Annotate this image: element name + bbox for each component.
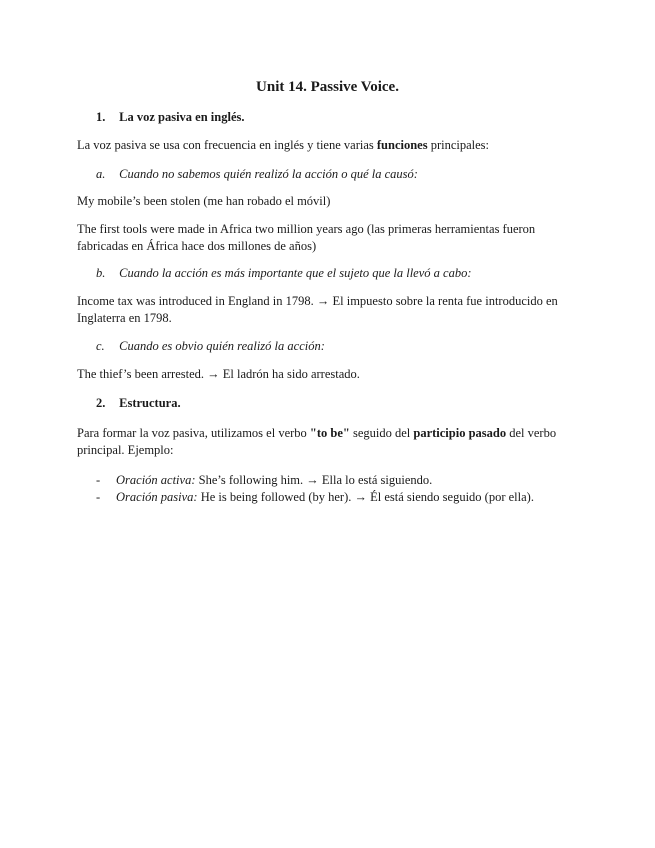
item-c [96, 338, 325, 355]
intro2-bold-1: "to be" [309, 426, 350, 440]
example-b: Income tax was introduced in England in 1798. → El impuesto sobre la renta fue introducido en Inglaterra en 1798. [77, 294, 558, 325]
item-c-letter: c. [96, 339, 105, 353]
item-b-letter: b. [96, 266, 106, 280]
section-1-heading [96, 109, 245, 126]
item-b [96, 265, 472, 282]
section-1-number: 1. [96, 110, 106, 124]
item-b-text: Cuando la acción es más importante que el sujeto que la llevó a cabo: [119, 266, 472, 280]
section-1-title: La voz pasiva en inglés. [119, 110, 245, 124]
bullet-dash: - [96, 490, 101, 504]
intro-text-end: principales: [427, 138, 490, 152]
section-1-intro [77, 137, 577, 154]
item-a [96, 166, 418, 183]
item-a-letter: a. [96, 167, 106, 181]
item-a-text: Cuando no sabemos quién realizó la acción o qué la causó: [119, 167, 418, 181]
bullet-item [96, 472, 432, 489]
bullet-text: He is being followed (by her). → Él está siendo seguido (por ella). [197, 490, 534, 504]
example-a2: The first tools were made in Africa two million years ago (las primeras herramientas fueron fabricadas en África hace dos millones de años) [77, 222, 536, 253]
example-c: The thief’s been arrested. → El ladrón ha sido arrestado. [77, 367, 360, 381]
example-a1: My mobile’s been stolen (me han robado el móvil) [77, 194, 331, 208]
item-c-text: Cuando es obvio quién realizó la acción: [119, 339, 325, 353]
section-2-heading [96, 395, 181, 412]
intro-text: La voz pasiva se usa con frecuencia en inglés y tiene varias [77, 138, 377, 152]
intro2-bold-2: participio pasado [413, 426, 507, 440]
bullet-label: Oración pasiva: [116, 490, 198, 504]
section-2-number: 2. [96, 396, 106, 410]
bullet-item [96, 489, 534, 506]
bullet-label: Oración activa: [116, 473, 196, 487]
intro-bold: funciones [376, 138, 428, 152]
intro2-text-3: del verbo principal. Ejemplo: [77, 426, 557, 457]
bullet-text: She’s following him. → Ella lo está siguiendo. [195, 473, 433, 487]
bullet-dash: - [96, 473, 101, 487]
intro2-text-2: seguido del [349, 426, 414, 440]
page-title: Unit 14. Passive Voice. [256, 79, 399, 95]
section-2-intro [77, 425, 562, 459]
section-2-title: Estructura. [119, 396, 181, 410]
intro2-text-1: Para formar la voz pasiva, utilizamos el verbo [77, 426, 310, 440]
